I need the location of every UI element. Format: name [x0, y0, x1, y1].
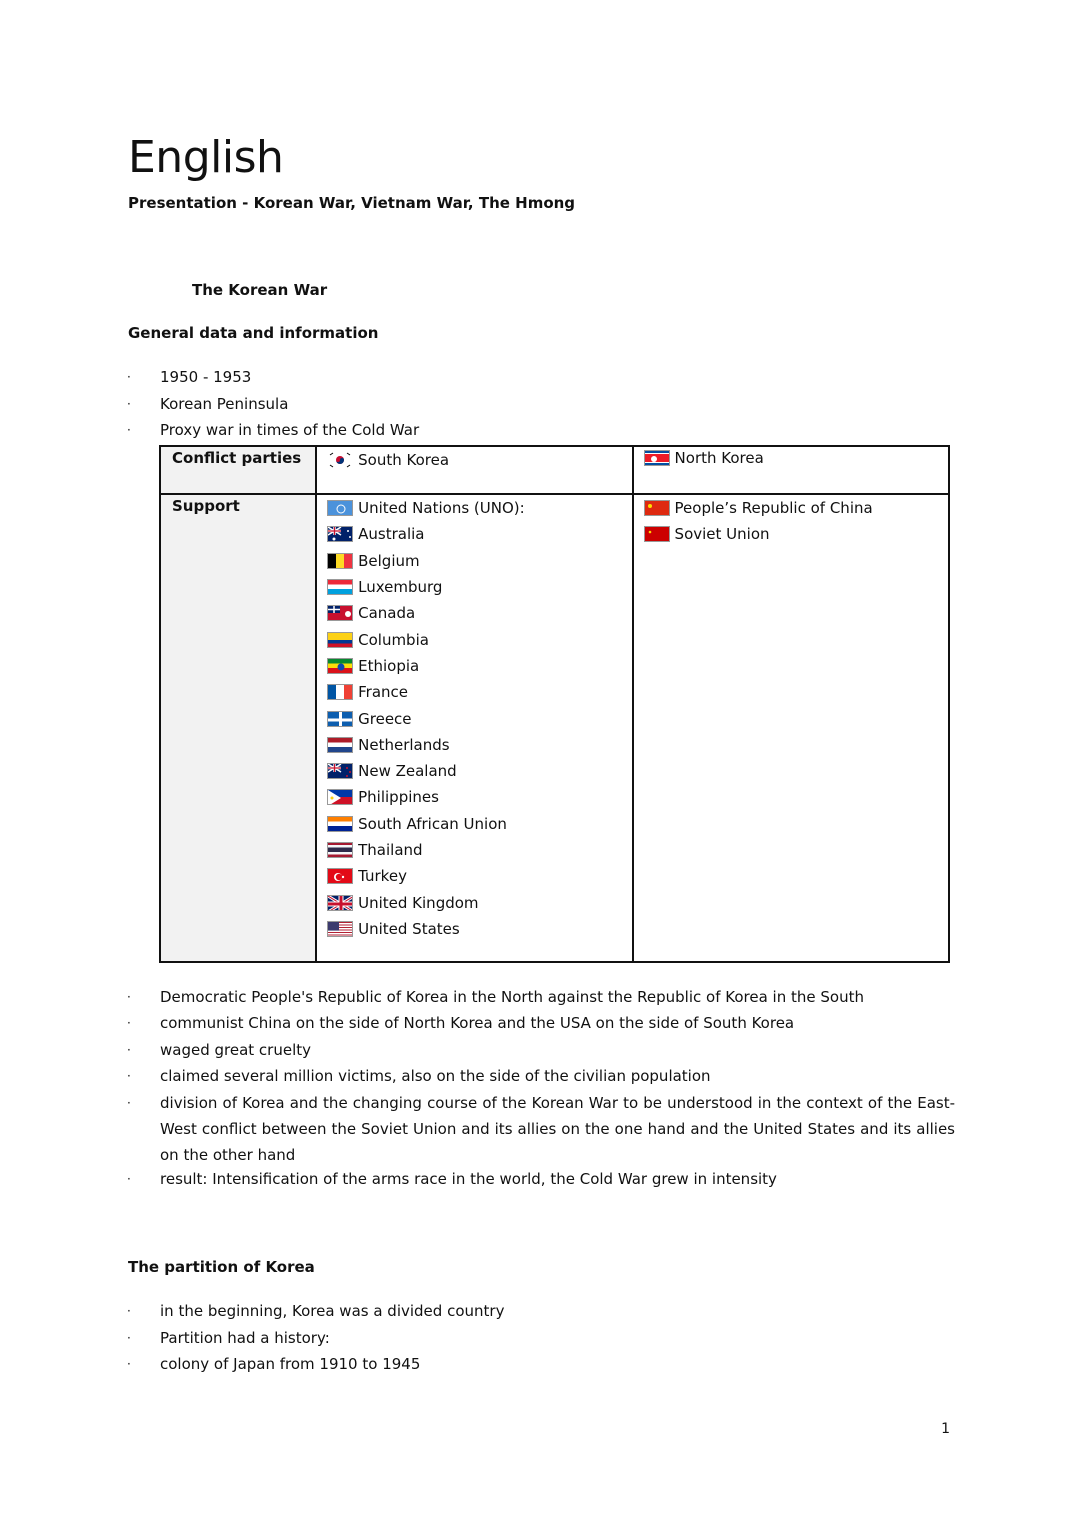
- document-subtitle: Presentation - Korean War, Vietnam War, The Hmong: [128, 194, 576, 212]
- bullet-dot: ·: [127, 1016, 131, 1030]
- supporter-entry: Columbia: [317, 626, 631, 652]
- south-korea-entry: [317, 447, 631, 473]
- thailand-flag-icon: [327, 842, 353, 858]
- north-korea-entry: [634, 447, 948, 469]
- table-row: [160, 446, 949, 494]
- north-korea-label: North Korea: [674, 449, 764, 467]
- bullet-dot: ·: [127, 1304, 131, 1318]
- bullet-dot: ·: [127, 397, 131, 411]
- supporter-entry: France: [317, 679, 631, 705]
- supporter-entry: Belgium: [317, 548, 631, 574]
- france-flag-icon: [327, 684, 353, 700]
- general-heading: General data and information: [128, 324, 379, 342]
- soviet-flag-icon: [644, 526, 670, 542]
- supporter-entry: United Kingdom: [317, 889, 631, 915]
- turkey-flag-icon: [327, 868, 353, 884]
- south-supporters-cell: [316, 494, 632, 962]
- bullet-dot: ·: [127, 1357, 131, 1371]
- north-korea-flag-icon: [644, 450, 670, 466]
- south-korea-label: South Korea: [358, 451, 450, 470]
- belgium-flag-icon: [327, 553, 353, 569]
- south-africa-flag-icon: [327, 816, 353, 832]
- table-row: [160, 494, 949, 962]
- supporter-entry: Philippines: [317, 784, 631, 810]
- supporter-entry: South African Union: [317, 811, 631, 837]
- bullet-dot: ·: [127, 1043, 131, 1057]
- luxembourg-flag-icon: [327, 579, 353, 595]
- australia-flag-icon: [327, 526, 353, 542]
- supporter-entry: Soviet Union: [634, 521, 948, 547]
- page-number: 1: [941, 1421, 950, 1437]
- supporter-entry: New Zealand: [317, 758, 631, 784]
- supporter-entry: United States: [317, 916, 631, 942]
- greece-flag-icon: [327, 711, 353, 727]
- bullet-dot: ·: [127, 1172, 131, 1186]
- bullet-dot: ·: [127, 1069, 131, 1083]
- us-flag-icon: [327, 921, 353, 937]
- document-title: English: [128, 132, 284, 183]
- philippines-flag-icon: [327, 789, 353, 805]
- supporter-entry: Thailand: [317, 837, 631, 863]
- uk-flag-icon: [327, 895, 353, 911]
- section-heading: The Korean War: [192, 281, 328, 299]
- supporter-entry: Australia: [317, 521, 631, 547]
- bullet-dot: ·: [127, 1331, 131, 1345]
- north-supporters-cell: [633, 494, 949, 962]
- supporter-entry: Luxemburg: [317, 574, 631, 600]
- supporter-entry: Turkey: [317, 863, 631, 889]
- bullet-dot: ·: [127, 423, 131, 437]
- supporter-entry: Ethiopia: [317, 653, 631, 679]
- china-flag-icon: [644, 500, 670, 516]
- bullet-dot: ·: [127, 1096, 131, 1110]
- netherlands-flag-icon: [327, 737, 353, 753]
- supporter-entry: Canada: [317, 600, 631, 626]
- un-flag-icon: [327, 500, 353, 516]
- new-zealand-flag-icon: [327, 763, 353, 779]
- conflict-parties-table: [159, 445, 950, 963]
- north-party-cell: [633, 446, 949, 494]
- support-label: Support: [160, 494, 316, 962]
- canada-flag-icon: [327, 605, 353, 621]
- south-party-cell: [316, 446, 632, 494]
- bullet-dot: ·: [127, 370, 131, 384]
- supporter-entry: Greece: [317, 705, 631, 731]
- supporter-entry: People’s Republic of China: [634, 495, 948, 521]
- conflict-parties-label: Conflict parties: [160, 446, 316, 494]
- ethiopia-flag-icon: [327, 658, 353, 674]
- supporter-entry: Netherlands: [317, 732, 631, 758]
- colombia-flag-icon: [327, 632, 353, 648]
- supporter-entry: United Nations (UNO):: [317, 495, 631, 521]
- bullet-dot: ·: [127, 990, 131, 1004]
- partition-heading: The partition of Korea: [128, 1258, 315, 1276]
- south-korea-flag-icon: [327, 452, 353, 468]
